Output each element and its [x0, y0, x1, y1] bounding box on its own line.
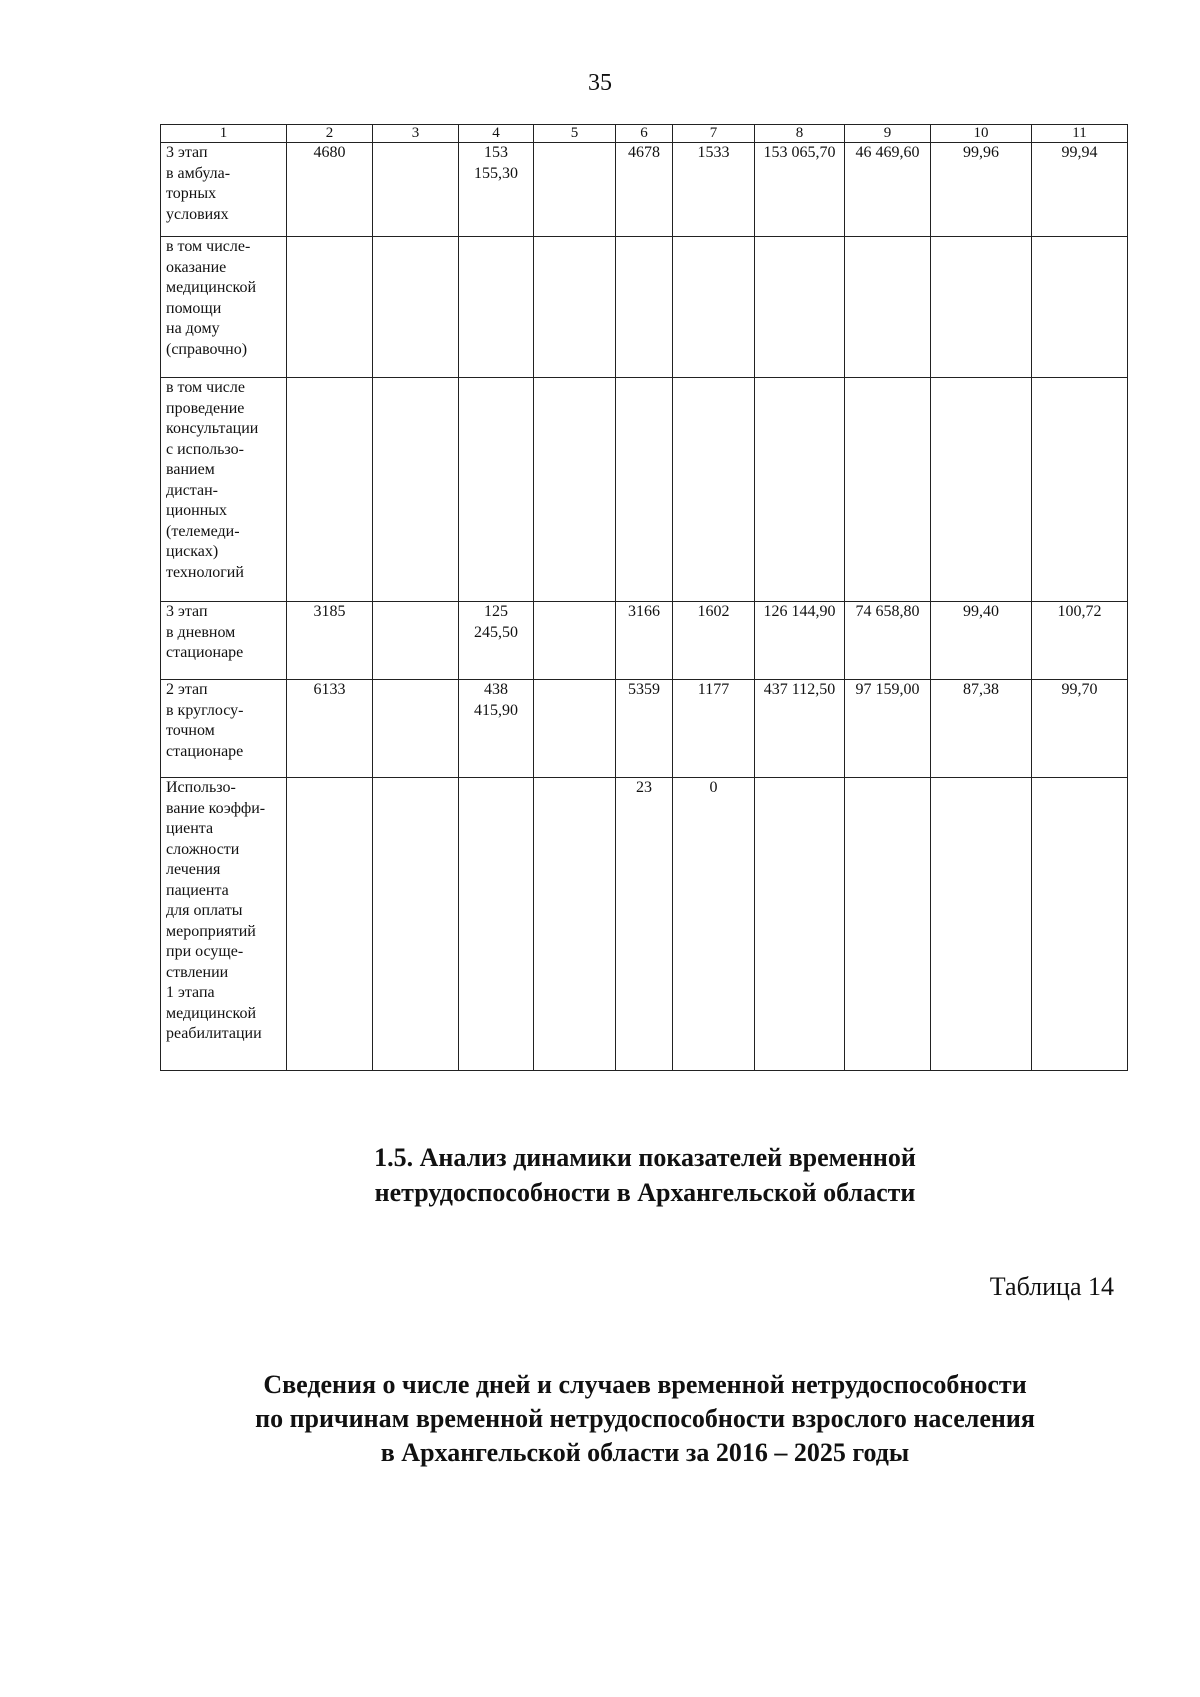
table-cell: 97 159,00: [845, 680, 931, 778]
table-cell: 1602: [673, 602, 755, 680]
row-label: 3 этап в амбула- торных условиях: [161, 143, 287, 237]
table-cell: [287, 378, 373, 602]
table-cell: [1032, 237, 1128, 378]
table-cell: 0: [673, 778, 755, 1071]
row-label: в том числе- оказание медицинской помощи на дому (справочно): [161, 237, 287, 378]
table-row: [161, 778, 1128, 1071]
table-cell: [931, 378, 1032, 602]
table-cell: [673, 237, 755, 378]
table-cell: [1032, 378, 1128, 602]
column-header: 7: [673, 125, 755, 143]
table-cell: [755, 378, 845, 602]
table-cell: [931, 778, 1032, 1071]
column-header: 8: [755, 125, 845, 143]
row-label: Использо- вание коэффи- циента сложности лечения пациента для оплаты мероприятий при осуще- ствлении 1 этапа медицинской реабилитации: [161, 778, 287, 1071]
table-cell: 126 144,90: [755, 602, 845, 680]
table-cell: [845, 778, 931, 1071]
table-cell: [931, 237, 1032, 378]
table-row: [161, 143, 1128, 237]
table-cell: [373, 378, 459, 602]
table-row: [161, 680, 1128, 778]
table-cell: 23: [616, 778, 673, 1071]
table-cell: [534, 602, 616, 680]
table-cell: [373, 602, 459, 680]
table-cell: [616, 378, 673, 602]
table-cell: [373, 143, 459, 237]
table-cell: 153 065,70: [755, 143, 845, 237]
table-cell: [534, 378, 616, 602]
table-cell: [673, 378, 755, 602]
table-caption: Таблица 14: [989, 1272, 1114, 1301]
table-row: [161, 237, 1128, 378]
table-cell: 5359: [616, 680, 673, 778]
column-header: 11: [1032, 125, 1128, 143]
table-cell: 153 155,30: [459, 143, 534, 237]
table-cell: [373, 778, 459, 1071]
table-cell: 99,70: [1032, 680, 1128, 778]
table-cell: [845, 378, 931, 602]
table-cell: [459, 237, 534, 378]
table-cell: [616, 237, 673, 378]
table-title: Сведения о числе дней и случаев временной нетрудоспособности по причинам временной нетрудоспособности взрослого населения в Архангельской области за 2016 – 2025 годы: [255, 1370, 1035, 1467]
column-header: 9: [845, 125, 931, 143]
row-label: 3 этап в дневном стационаре: [161, 602, 287, 680]
table-cell: [459, 378, 534, 602]
table-cell: 437 112,50: [755, 680, 845, 778]
column-header: 10: [931, 125, 1032, 143]
table-cell: [534, 143, 616, 237]
data-table: [160, 124, 1128, 1071]
table-cell: [459, 778, 534, 1071]
page-number: 35: [588, 70, 612, 96]
row-label: в том числе проведение консультации с использо- ванием дистан- ционных (телемеди- цисках) технологий: [161, 378, 287, 602]
table-cell: 4680: [287, 143, 373, 237]
table-cell: 125 245,50: [459, 602, 534, 680]
table-cell: 74 658,80: [845, 602, 931, 680]
table-cell: 87,38: [931, 680, 1032, 778]
table-cell: 6133: [287, 680, 373, 778]
column-header: 3: [373, 125, 459, 143]
table-cell: 1177: [673, 680, 755, 778]
column-header: 1: [161, 125, 287, 143]
table-cell: [755, 237, 845, 378]
table-cell: [373, 237, 459, 378]
row-label: 2 этап в круглосу- точном стационаре: [161, 680, 287, 778]
table-cell: 100,72: [1032, 602, 1128, 680]
table-cell: [534, 680, 616, 778]
table-cell: [1032, 778, 1128, 1071]
column-header: 5: [534, 125, 616, 143]
table-cell: [287, 237, 373, 378]
table-cell: 4678: [616, 143, 673, 237]
table-cell: 3166: [616, 602, 673, 680]
column-header: 4: [459, 125, 534, 143]
section-heading: 1.5. Анализ динамики показателей временной нетрудоспособности в Архангельской области: [374, 1143, 916, 1207]
table-row: [161, 602, 1128, 680]
table-cell: 1533: [673, 143, 755, 237]
table-cell: 99,94: [1032, 143, 1128, 237]
table-cell: 99,40: [931, 602, 1032, 680]
table-header-row: [161, 125, 1128, 143]
table-cell: 3185: [287, 602, 373, 680]
table-cell: 99,96: [931, 143, 1032, 237]
table-cell: [755, 778, 845, 1071]
table-cell: [534, 778, 616, 1071]
column-header: 6: [616, 125, 673, 143]
table-cell: [287, 778, 373, 1071]
column-header: 2: [287, 125, 373, 143]
table-cell: [845, 237, 931, 378]
table-row: [161, 378, 1128, 602]
table-cell: [373, 680, 459, 778]
table-cell: 438 415,90: [459, 680, 534, 778]
table-cell: [534, 237, 616, 378]
table-cell: 46 469,60: [845, 143, 931, 237]
